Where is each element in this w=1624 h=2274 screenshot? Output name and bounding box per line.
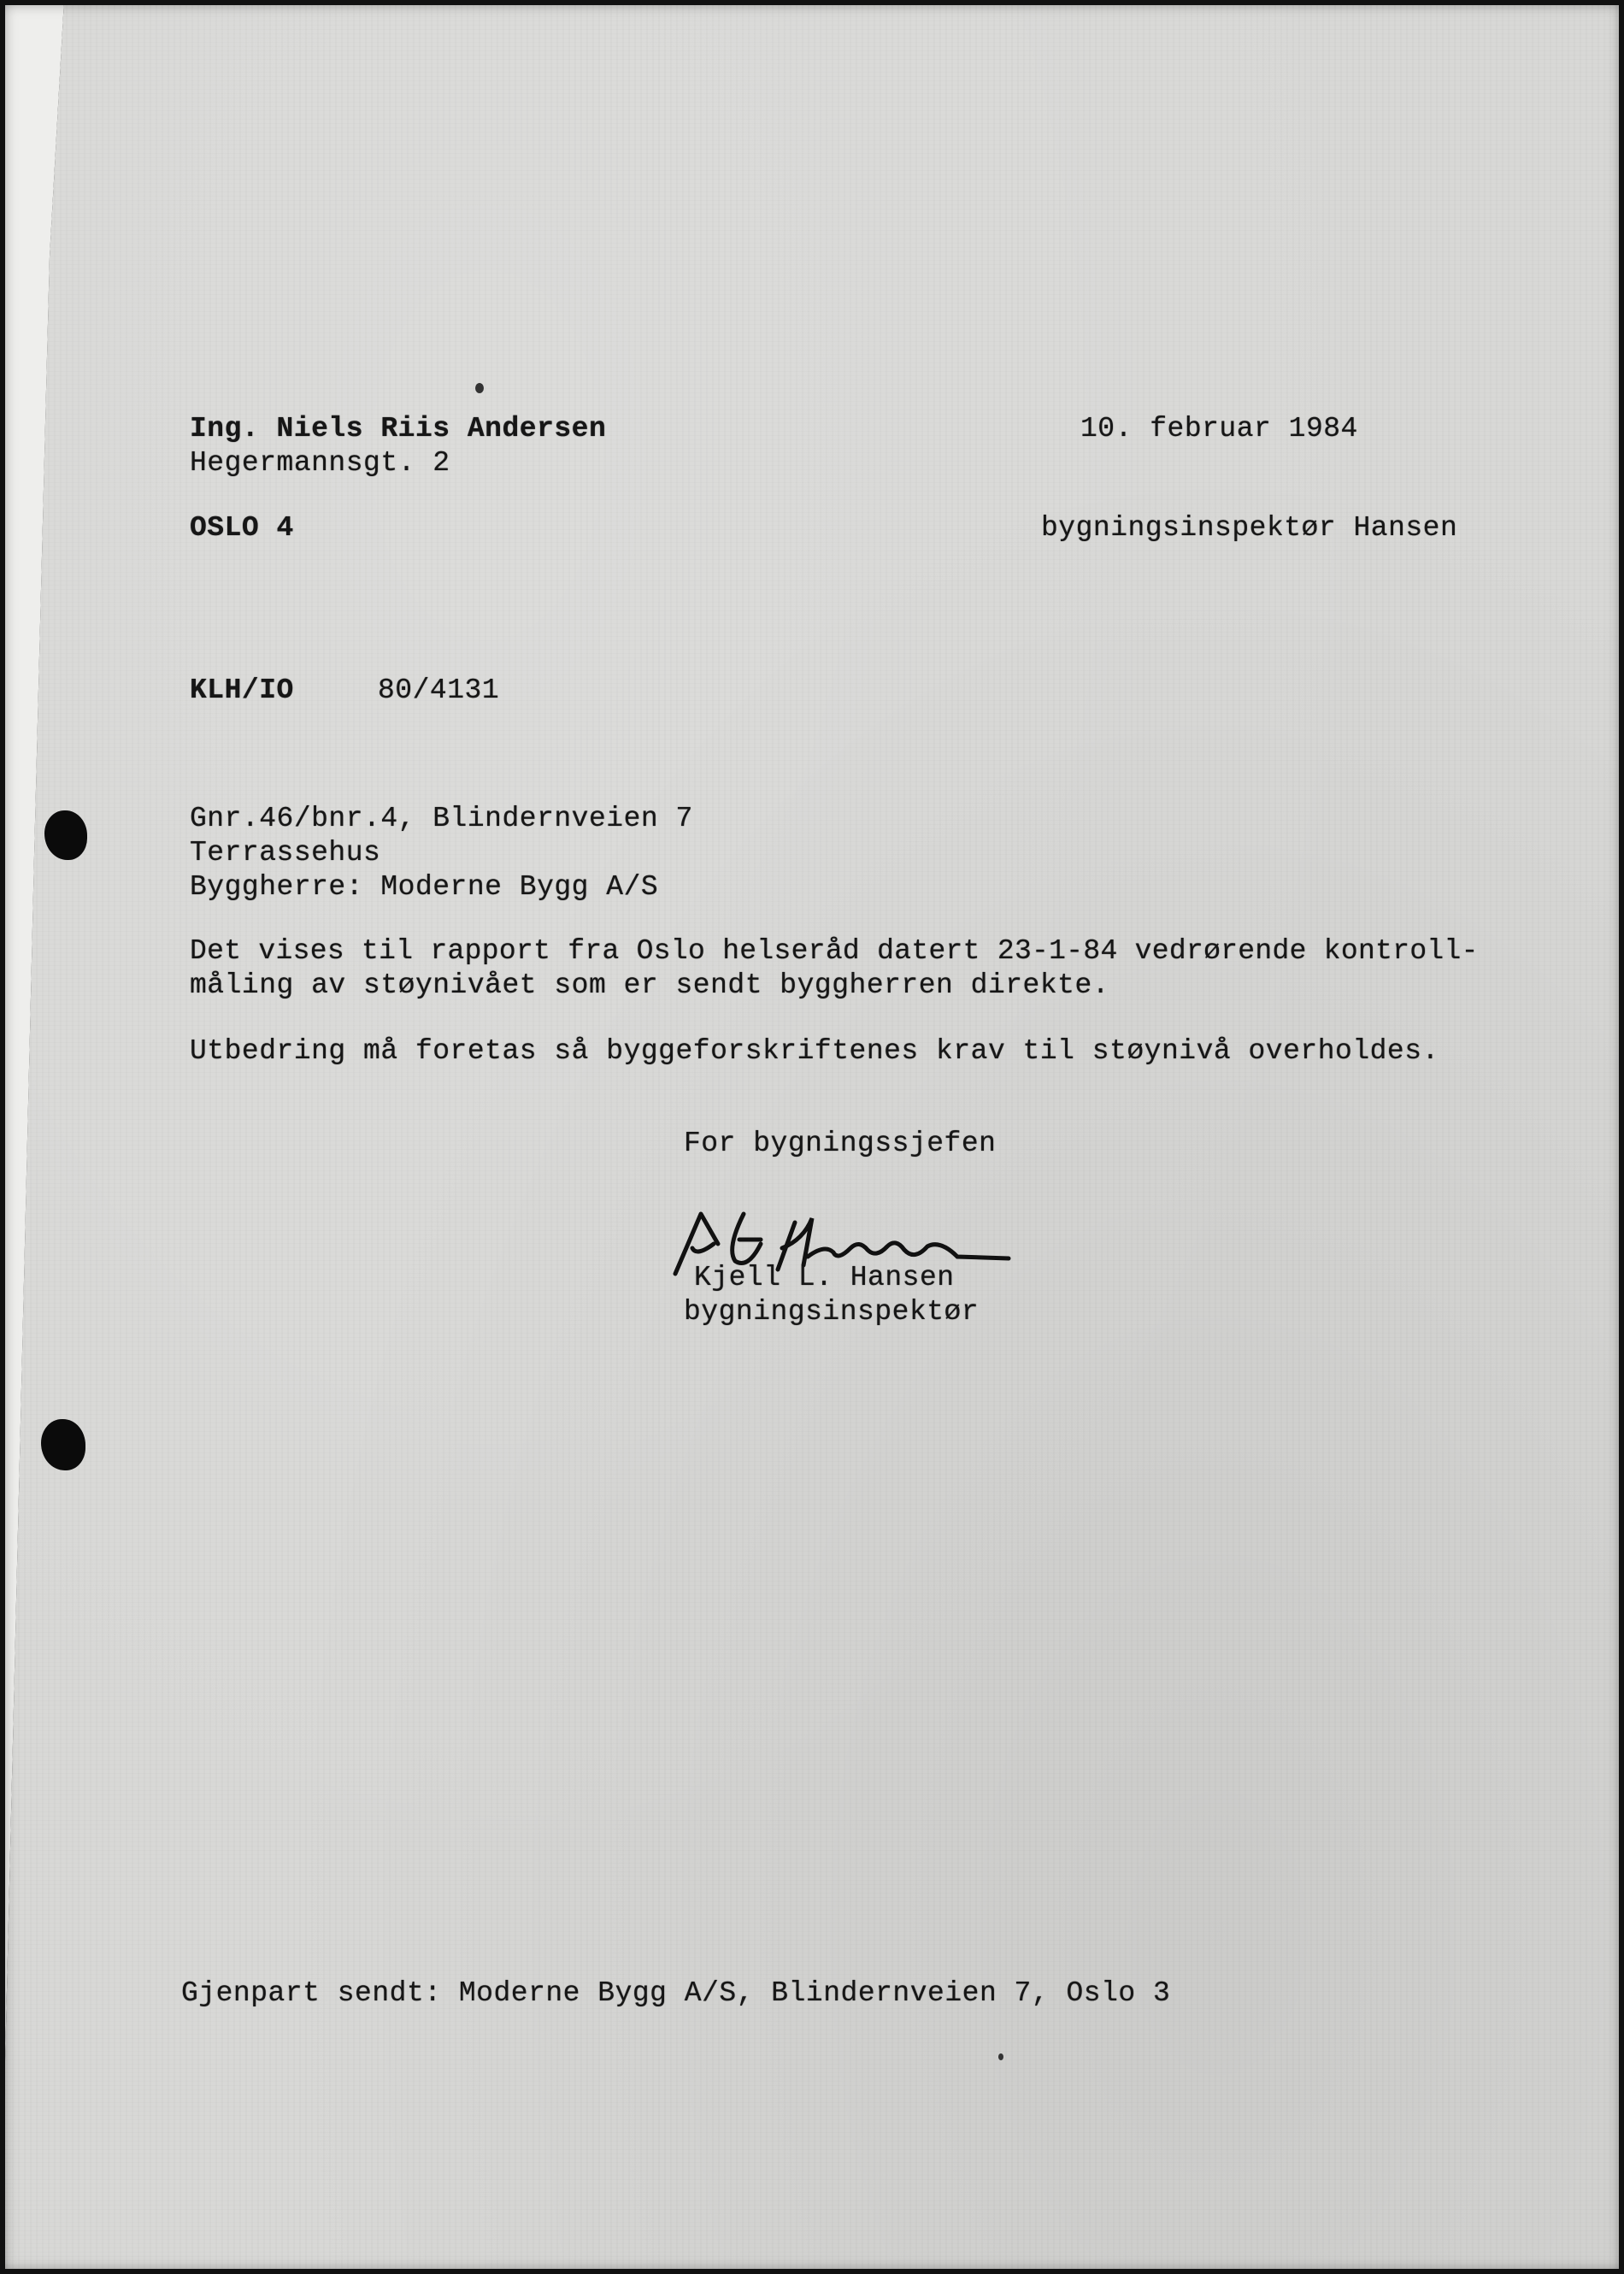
speck xyxy=(475,383,484,393)
body-paragraph-1-line-2: måling av støynivået som er sendt byggherren direkte. xyxy=(190,969,1110,1001)
reference-number: 80/4131 xyxy=(378,675,500,706)
copy-recipient: Gjenpart sendt: Moderne Bygg A/S, Blindernveien 7, Oslo 3 xyxy=(181,1977,1171,2009)
punch-hole-bottom xyxy=(41,1419,85,1470)
body-paragraph-2: Utbedring må foretas så byggeforskriftenes krav til støynivå overholdes. xyxy=(190,1035,1439,1067)
letter-date: 10. februar 1984 xyxy=(1080,413,1358,445)
signatory-name: Kjell L. Hansen xyxy=(694,1262,955,1293)
punch-hole-top xyxy=(44,810,87,860)
contact-person: bygningsinspektør Hansen xyxy=(1041,512,1458,544)
subject-type: Terrassehus xyxy=(190,837,381,869)
subject-developer: Byggherre: Moderne Bygg A/S xyxy=(190,871,659,903)
closing-for: For bygningssjefen xyxy=(684,1128,997,1159)
signatory-title: bygningsinspektør xyxy=(684,1296,980,1328)
addressee-city: OSLO 4 xyxy=(190,512,294,544)
addressee-name: Ing. Niels Riis Andersen xyxy=(190,413,607,445)
addressee-street: Hegermannsgt. 2 xyxy=(190,447,450,479)
subject-property: Gnr.46/bnr.4, Blindernveien 7 xyxy=(190,803,693,834)
body-paragraph-1-line-1: Det vises til rapport fra Oslo helseråd datert 23-1-84 vedrørende kontroll- xyxy=(190,935,1479,967)
speck xyxy=(998,2053,1003,2060)
reference-initials: KLH/IO xyxy=(190,675,294,706)
